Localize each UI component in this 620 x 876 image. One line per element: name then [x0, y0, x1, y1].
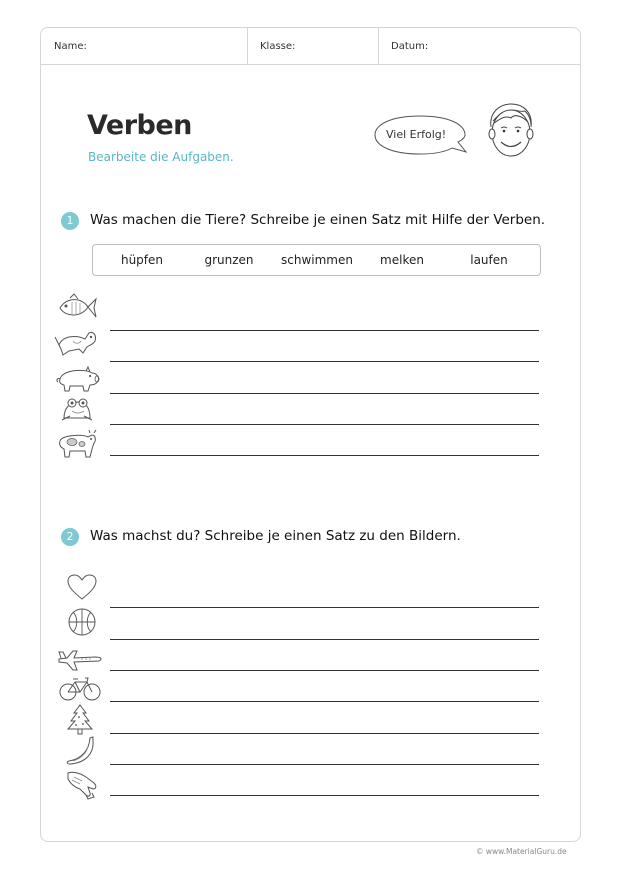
writing-line[interactable]	[110, 764, 539, 765]
writing-line[interactable]	[110, 639, 539, 640]
airplane-icon	[57, 643, 105, 673]
writing-line[interactable]	[110, 361, 539, 362]
date-field-label: Datum:	[391, 41, 429, 52]
verb-word: laufen	[470, 253, 508, 267]
bicycle-icon	[59, 674, 101, 702]
writing-line[interactable]	[110, 701, 539, 702]
verb-word: melken	[380, 253, 424, 267]
christmas-tree-icon	[66, 703, 94, 735]
page-subtitle: Bearbeite die Aufgaben.	[88, 150, 234, 164]
task-1-instruction: Was machen die Tiere? Schreibe je einen Satz mit Hilfe der Verben.	[90, 212, 546, 228]
verb-word: grunzen	[204, 253, 254, 267]
banana-icon	[64, 735, 98, 767]
copyright-footer: © www.MaterialGuru.de	[476, 847, 567, 856]
dog-icon	[53, 325, 99, 359]
writing-line[interactable]	[110, 733, 539, 734]
writing-line[interactable]	[110, 670, 539, 671]
writing-line[interactable]	[110, 455, 539, 456]
header-row	[41, 28, 580, 65]
verb-word: hüpfen	[120, 253, 164, 267]
frog-icon	[60, 396, 94, 424]
cow-icon	[56, 429, 98, 461]
name-field-label: Name:	[54, 41, 87, 52]
fish-icon	[56, 293, 98, 323]
ball-icon	[66, 606, 98, 638]
hand-icon	[64, 767, 100, 801]
task-number-badge: 2	[61, 528, 79, 546]
speech-bubble-text: Viel Erfolg!	[386, 128, 447, 141]
writing-line[interactable]	[110, 607, 539, 608]
task-number-badge: 1	[61, 212, 79, 230]
writing-line[interactable]	[110, 330, 539, 331]
writing-line[interactable]	[110, 424, 539, 425]
writing-line[interactable]	[110, 393, 539, 394]
verb-word: schwimmen	[281, 253, 353, 267]
writing-line[interactable]	[110, 795, 539, 796]
page-title: Verben	[87, 110, 192, 141]
class-field-label: Klasse:	[260, 41, 296, 52]
smiling-face-icon	[485, 101, 537, 161]
pig-icon	[54, 365, 102, 393]
task-2-instruction: Was machst du? Schreibe je einen Satz zu den Bildern.	[90, 528, 461, 544]
heart-icon	[66, 573, 98, 601]
